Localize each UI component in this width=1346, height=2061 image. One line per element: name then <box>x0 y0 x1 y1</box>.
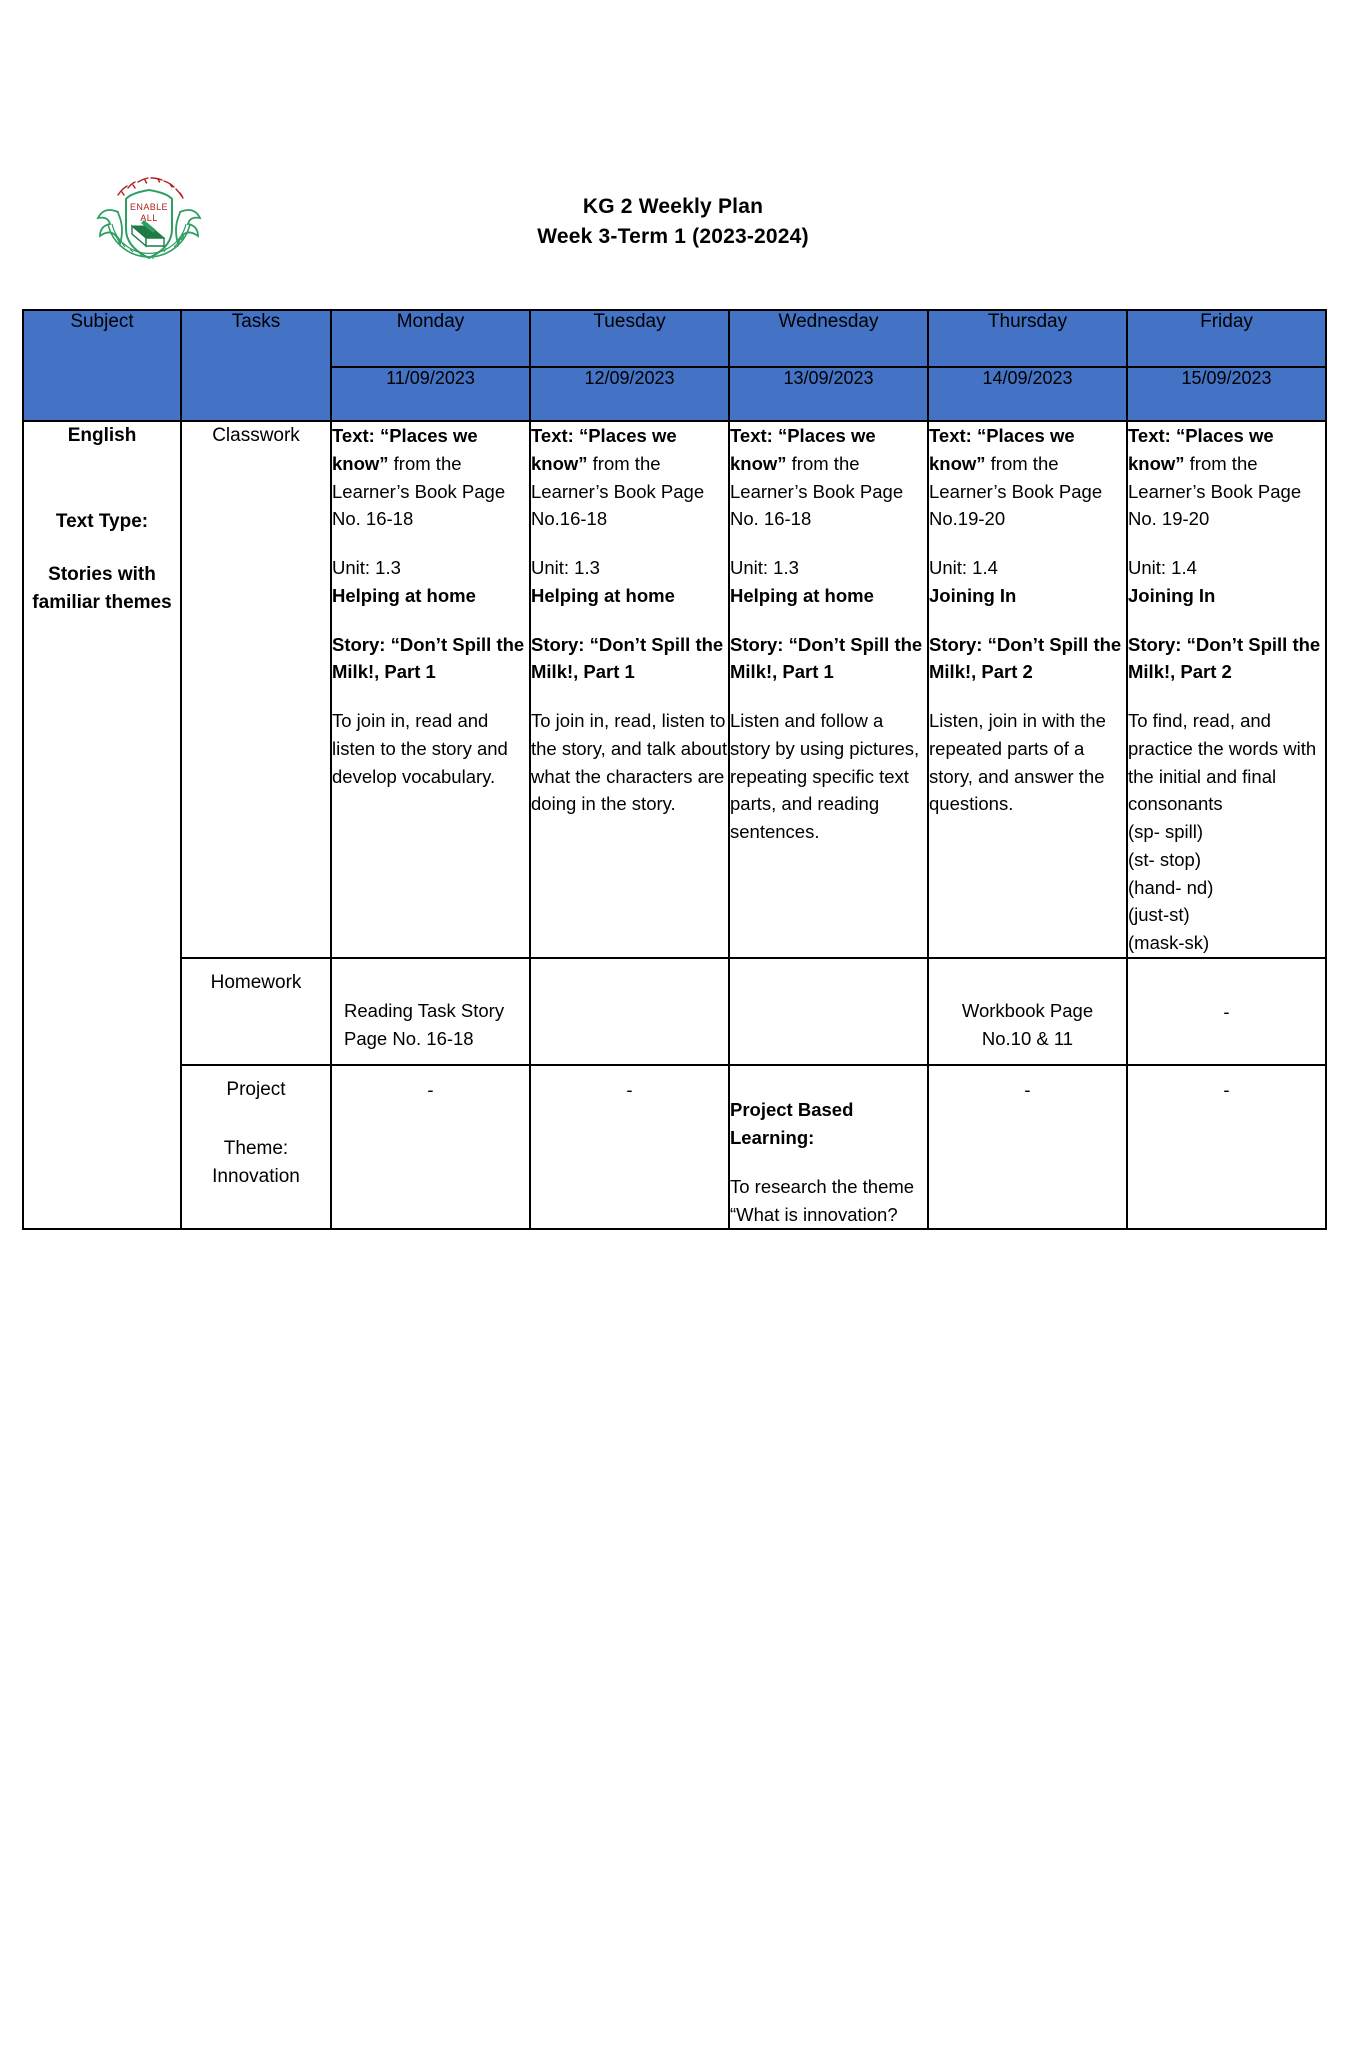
wednesday-unit-label: Unit: 1.3 <box>730 557 799 578</box>
wednesday-objective: Listen and follow a story by using pictures, repeating specific text parts, and reading sentences. <box>730 710 920 842</box>
thursday-unit-block <box>929 554 1126 610</box>
friday-consonants-list <box>1128 818 1325 957</box>
thursday-unit-title: Joining In <box>929 584 1017 606</box>
table-row-classwork <box>23 421 1326 958</box>
wednesday-unit-block <box>730 554 927 610</box>
title-line-1: KG 2 Weekly Plan <box>582 195 764 218</box>
page-title <box>0 192 1346 253</box>
wednesday-unit-title: Helping at home <box>730 584 874 606</box>
tuesday-unit-block <box>531 554 728 610</box>
title-line-2: Week 3-Term 1 (2023-2024) <box>537 225 809 249</box>
tuesday-text-label: Text: “Places we know” <box>531 425 677 474</box>
classwork-tuesday-cell <box>530 421 729 958</box>
wednesday-text-block <box>730 422 927 533</box>
subject-cell <box>23 421 181 1229</box>
date-tuesday: 12/09/2023 <box>530 367 729 421</box>
monday-text-rest: from the Learner’s Book Page No. 16-18 <box>332 452 506 530</box>
monday-text-label: Text: “Places we know” <box>332 425 478 474</box>
document-header <box>0 160 1346 280</box>
wednesday-story-label: Story: “Don’t Spill the Milk!, Part 1 <box>730 633 923 683</box>
subject-name: English <box>67 425 137 446</box>
tuesday-objective: To join in, read, listen to the story, and talk about what the characters are doing in the story. <box>531 710 728 815</box>
svg-text:ALL: ALL <box>140 213 158 223</box>
pbl-text: To research the theme “What is innovation? <box>730 1175 915 1225</box>
col-header-thursday: Thursday <box>928 310 1127 367</box>
tuesday-unit-title: Helping at home <box>531 584 675 606</box>
classwork-monday-cell <box>331 421 530 958</box>
friday-story-label: Story: “Don’t Spill the Milk!, Part 2 <box>1128 633 1321 683</box>
consonant-item-1: (st- stop) <box>1128 848 1201 870</box>
monday-text-block <box>332 422 529 533</box>
project-monday-cell: - <box>331 1065 530 1229</box>
date-wednesday: 13/09/2023 <box>729 367 928 421</box>
project-friday-cell: - <box>1127 1065 1326 1229</box>
tuesday-unit-label: Unit: 1.3 <box>531 557 600 578</box>
pbl-label: Project Based Learning: <box>730 1099 854 1148</box>
consonant-item-3: (just-st) <box>1128 904 1190 926</box>
wednesday-text-label: Text: “Places we know” <box>730 425 876 474</box>
friday-unit-title: Joining In <box>1128 584 1216 606</box>
task-label-project <box>181 1065 331 1229</box>
thursday-unit-label: Unit: 1.4 <box>929 557 998 578</box>
homework-label: Homework <box>210 971 302 993</box>
date-friday: 15/09/2023 <box>1127 367 1326 421</box>
friday-text-label: Text: “Places we know” <box>1128 425 1274 474</box>
homework-monday-cell: Reading Task Story Page No. 16-18 <box>331 958 530 1066</box>
consonant-item-0: (sp- spill) <box>1128 821 1204 842</box>
task-label-homework <box>181 958 331 1066</box>
task-label-classwork <box>181 421 331 958</box>
col-header-tuesday: Tuesday <box>530 310 729 367</box>
header-row-days <box>23 310 1326 367</box>
homework-friday-cell: - <box>1127 958 1326 1066</box>
table-row-homework <box>23 958 1326 1066</box>
monday-objective: To join in, read and listen to the story and develop vocabulary. <box>332 710 508 787</box>
friday-objective: To find, read, and practice the words with the initial and final consonants <box>1128 710 1317 815</box>
weekly-plan-table <box>22 309 1327 1230</box>
classwork-thursday-cell <box>928 421 1127 958</box>
col-header-friday: Friday <box>1127 310 1326 367</box>
thursday-story-block <box>929 631 1126 687</box>
text-type-value: Stories with familiar themes <box>32 564 172 613</box>
tuesday-story-block <box>531 631 728 687</box>
tuesday-text-block <box>531 422 728 533</box>
subject-spacer <box>24 450 180 508</box>
project-theme-label: Theme: <box>223 1137 289 1159</box>
thursday-text-rest: from the Learner’s Book Page No.19-20 <box>929 452 1103 530</box>
homework-thursday-cell: Workbook Page No.10 & 11 <box>928 958 1127 1066</box>
friday-unit-block <box>1128 554 1325 610</box>
monday-unit-label: Unit: 1.3 <box>332 557 401 578</box>
thursday-objective: Listen, join in with the repeated parts of a story, and answer the questions. <box>929 710 1106 815</box>
col-header-monday: Monday <box>331 310 530 367</box>
wednesday-text-rest: from the Learner’s Book Page No. 16-18 <box>730 452 904 530</box>
monday-unit-block <box>332 554 529 610</box>
homework-tuesday-cell <box>530 958 729 1066</box>
monday-unit-title: Helping at home <box>332 584 476 606</box>
consonant-item-4: (mask-sk) <box>1128 932 1210 953</box>
col-header-tasks: Tasks <box>181 310 331 421</box>
consonant-item-2: (hand- nd) <box>1128 876 1214 898</box>
monday-story-block <box>332 631 529 687</box>
project-tuesday-cell: - <box>530 1065 729 1229</box>
friday-text-block <box>1128 422 1325 533</box>
classwork-wednesday-cell <box>729 421 928 958</box>
project-theme-value: Innovation <box>212 1166 300 1188</box>
friday-unit-label: Unit: 1.4 <box>1128 557 1197 578</box>
col-header-wednesday: Wednesday <box>729 310 928 367</box>
col-header-subject: Subject <box>23 310 181 421</box>
document-page <box>0 160 1346 2061</box>
project-label: Project <box>226 1079 286 1101</box>
pbl-label-block <box>730 1096 927 1152</box>
thursday-text-label: Text: “Places we know” <box>929 425 1075 474</box>
project-thursday-cell: - <box>928 1065 1127 1229</box>
date-thursday: 14/09/2023 <box>928 367 1127 421</box>
date-monday: 11/09/2023 <box>331 367 530 421</box>
tuesday-text-rest: from the Learner’s Book Page No.16-18 <box>531 452 705 530</box>
table-row-project <box>23 1065 1326 1229</box>
homework-wednesday-cell <box>729 958 928 1066</box>
friday-story-block <box>1128 631 1325 687</box>
table-body <box>23 421 1326 1229</box>
wednesday-story-block <box>730 631 927 687</box>
classwork-label: Classwork <box>212 425 300 446</box>
friday-text-rest: from the Learner’s Book Page No. 19-20 <box>1128 452 1302 530</box>
svg-text:ENABLE: ENABLE <box>130 202 168 212</box>
thursday-story-label: Story: “Don’t Spill the Milk!, Part 2 <box>929 633 1122 683</box>
thursday-text-block <box>929 422 1126 533</box>
tuesday-story-label: Story: “Don’t Spill the Milk!, Part 1 <box>531 633 724 683</box>
table-header <box>23 310 1326 421</box>
classwork-friday-cell <box>1127 421 1326 958</box>
project-wednesday-cell <box>729 1065 928 1229</box>
monday-story-label: Story: “Don’t Spill the Milk!, Part 1 <box>332 633 525 683</box>
text-type-label: Text Type: <box>55 510 149 532</box>
